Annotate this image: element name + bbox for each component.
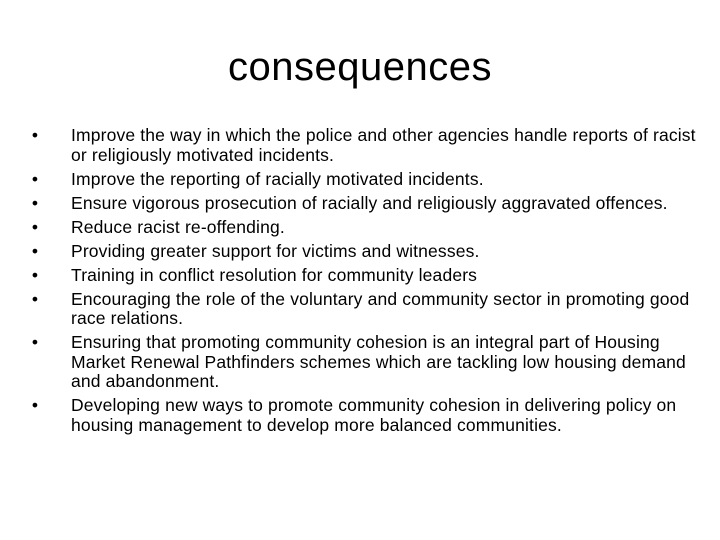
bullet-item	[28, 396, 700, 435]
bullet-icon: •	[31, 332, 39, 352]
bullet-icon: •	[31, 288, 39, 309]
slide-title: consequences	[228, 45, 492, 89]
bullet-text: Providing greater support for victims and witnesses.	[71, 240, 480, 261]
bullet-text: Improve the way in which the police and other agencies handle reports of racist or religiously motivated incidents.	[71, 125, 696, 165]
bullet-icon: •	[31, 264, 39, 285]
bullet-item	[28, 333, 700, 392]
bullet-icon: •	[31, 395, 39, 415]
bullet-item	[28, 242, 700, 262]
bullet-icon: •	[31, 125, 39, 145]
bullet-text: Improve the reporting of racially motivated incidents.	[71, 168, 484, 189]
bullet-item	[28, 218, 700, 238]
bullet-text: Reduce racist re-offending.	[71, 216, 285, 237]
bullet-text: Developing new ways to promote community cohesion in delivering policy on housing management to develop more balanced communities.	[71, 395, 677, 435]
bullet-item	[28, 266, 700, 286]
bullet-text: Training in conflict resolution for community leaders	[71, 264, 478, 285]
bullet-item	[28, 170, 700, 190]
bullet-text: Ensure vigorous prosecution of racially and religiously aggravated offences.	[71, 192, 668, 213]
bullet-icon: •	[31, 216, 39, 237]
bullet-icon: •	[31, 168, 39, 189]
bullet-text: Ensuring that promoting community cohesion is an integral part of Housing Market Renewal Pathfinders schemes which are tackling low housing demand and abandonment.	[71, 332, 686, 391]
bullet-icon: •	[31, 192, 39, 213]
bullet-icon: •	[31, 240, 39, 261]
bullet-text: Encouraging the role of the voluntary and community sector in promoting good race relations.	[71, 288, 690, 328]
bullet-list	[28, 126, 700, 440]
bullet-item	[28, 290, 700, 329]
bullet-item	[28, 194, 700, 214]
bullet-item	[28, 126, 700, 165]
